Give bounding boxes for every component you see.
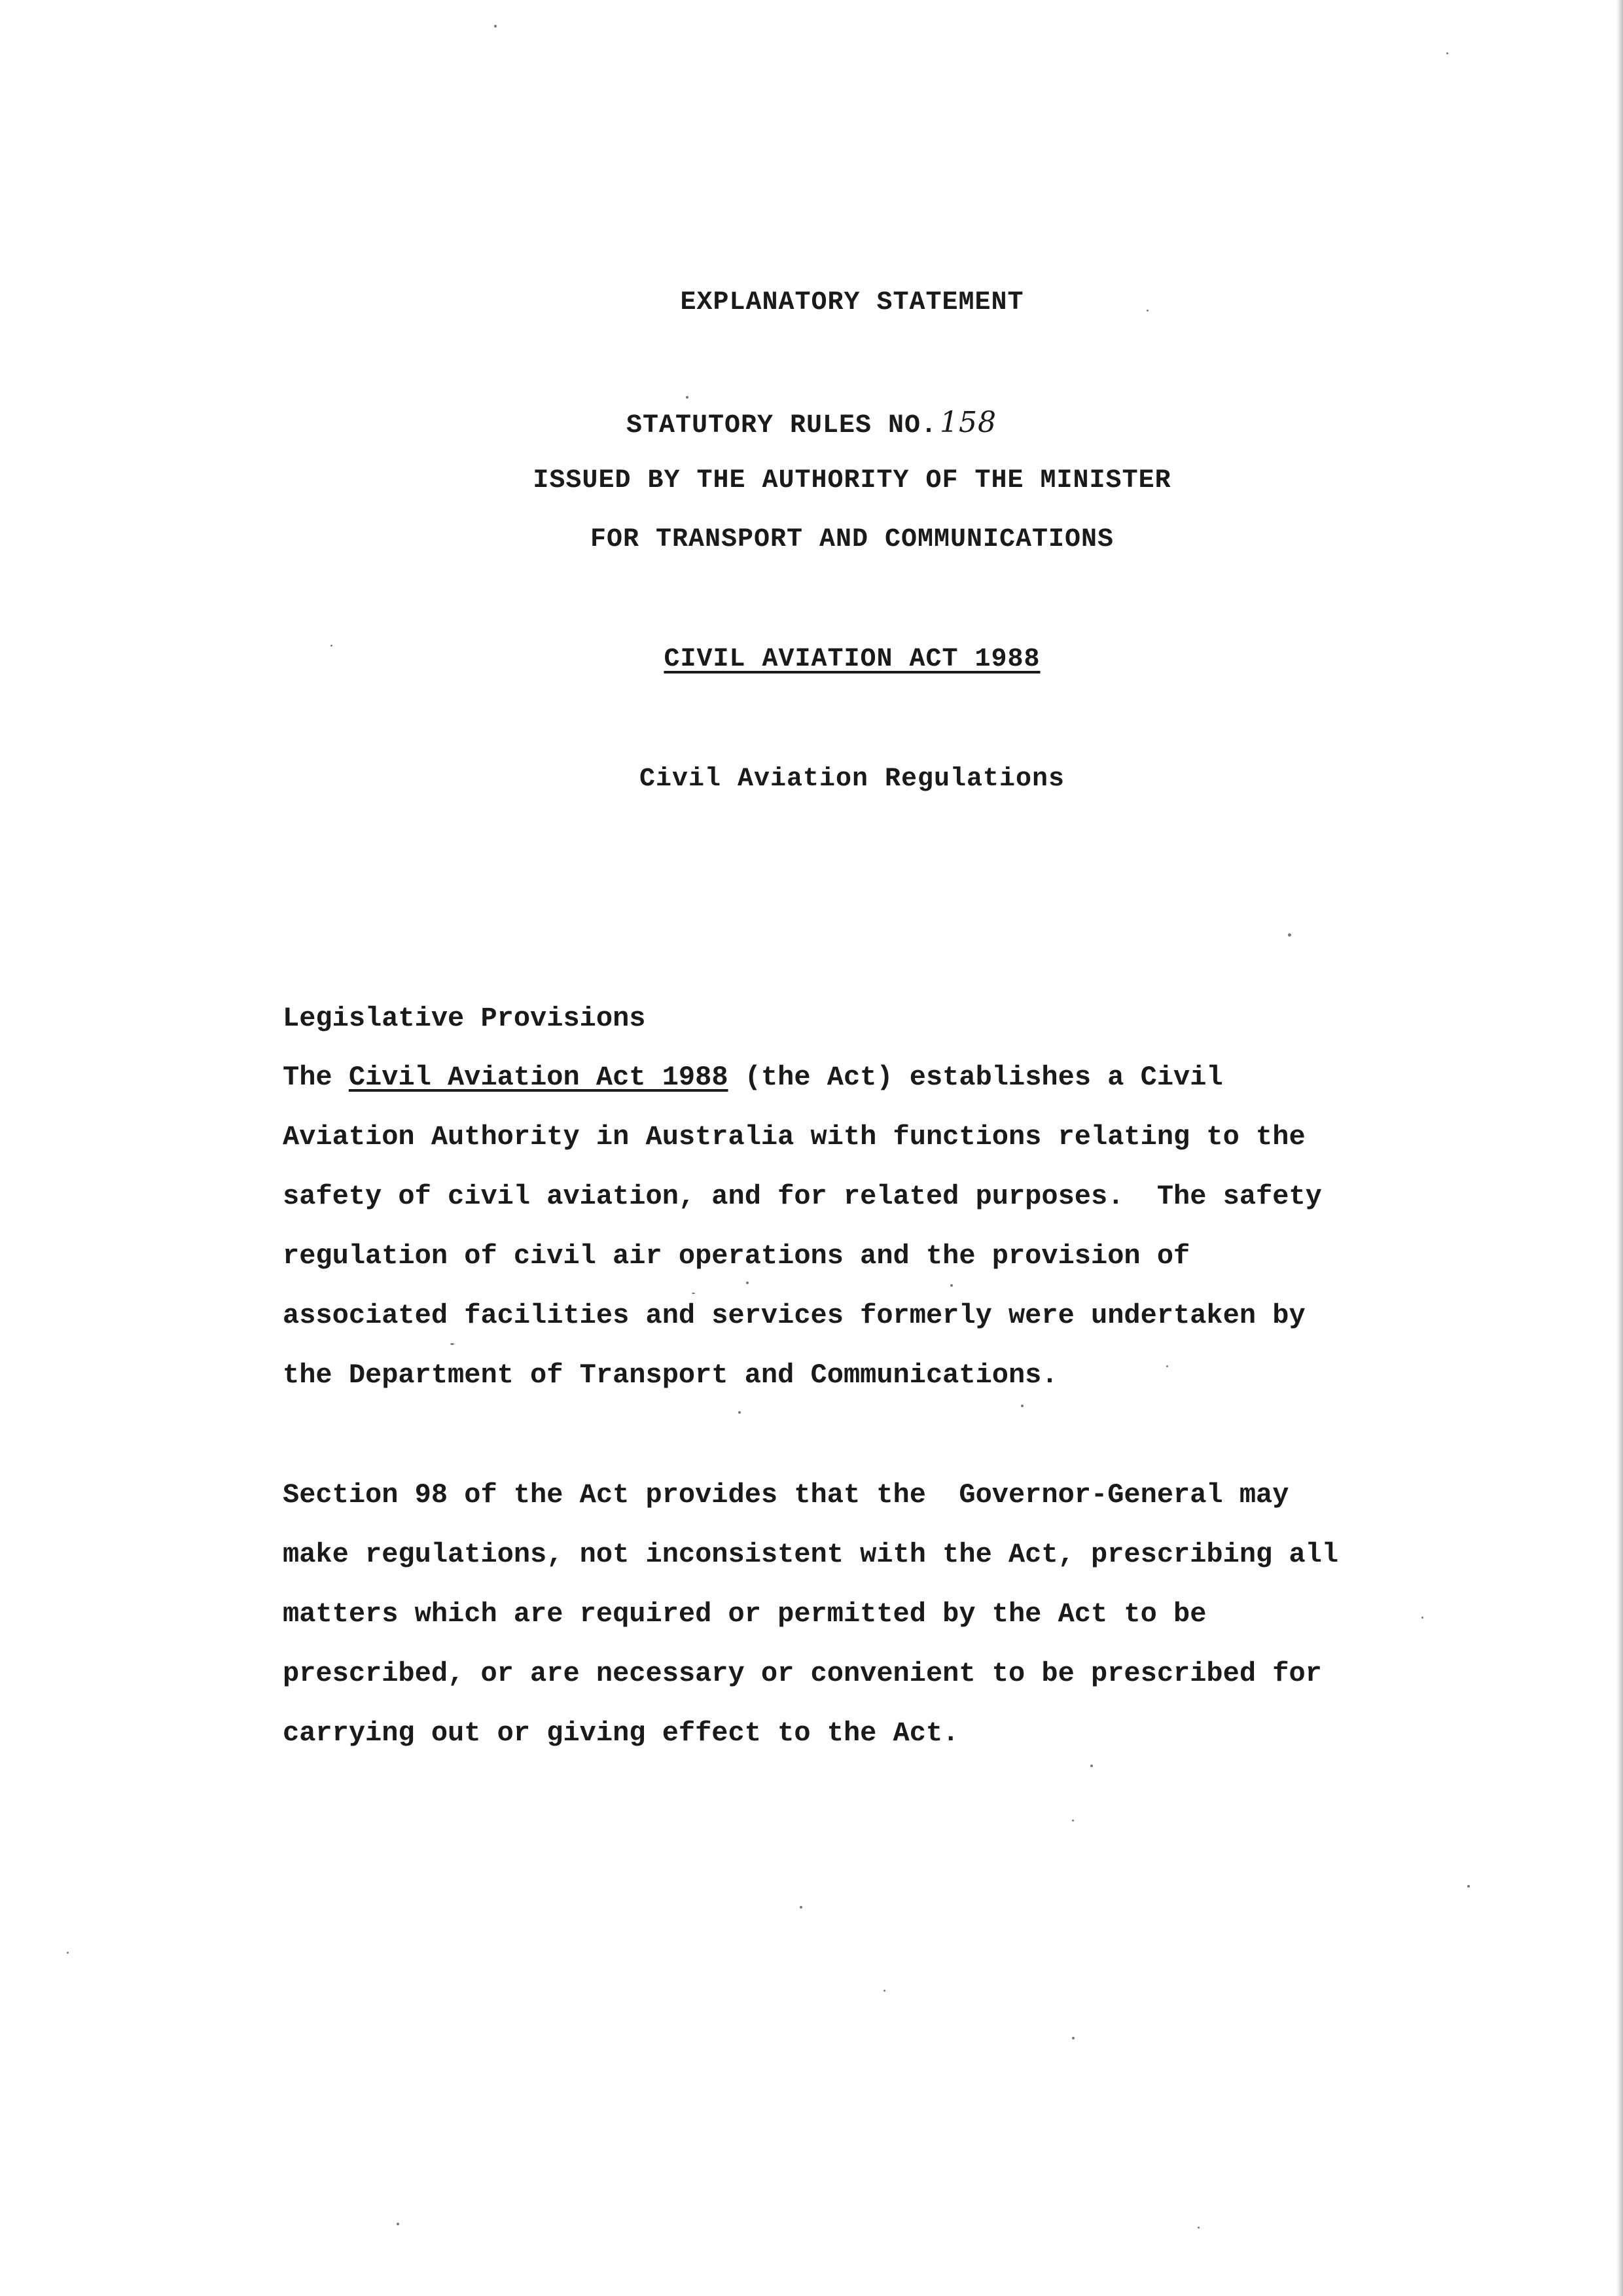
scan-speck: [1198, 2227, 1200, 2229]
paragraph-1-line-5: associated facilities and services formerly were undertaken by: [283, 1300, 1306, 1331]
paragraph-2-line-1: Section 98 of the Act provides that the Governor-General may: [283, 1479, 1289, 1511]
scan-speck: [1021, 1405, 1024, 1407]
scan-speck: [1166, 1365, 1168, 1367]
scan-speck: [883, 1990, 885, 1992]
scan-speck: [494, 25, 497, 27]
scan-speck: [1090, 1765, 1093, 1767]
scan-speck: [950, 1284, 953, 1287]
paragraph-2-line-2: make regulations, not inconsistent with the Act, prescribing all: [283, 1539, 1339, 1570]
statutory-rules-number: 158: [940, 406, 997, 439]
scan-speck: [746, 1282, 749, 1284]
paragraph-1-line-6: the Department of Transport and Communications.: [283, 1359, 1058, 1391]
scan-speck: [1288, 933, 1291, 937]
paragraph-1-line-1-suffix: (the Act) establishes a Civil: [728, 1062, 1223, 1093]
scan-speck: [738, 1411, 741, 1414]
scan-speck: [800, 1906, 802, 1909]
scan-speck: [1147, 310, 1149, 312]
paragraph-2-line-4: prescribed, or are necessary or convenient to be prescribed for: [283, 1658, 1322, 1689]
issued-by-line-1: ISSUED BY THE AUTHORITY OF THE MINISTER: [533, 466, 1171, 495]
scan-speck: [692, 1293, 695, 1294]
regulations-title: Civil Aviation Regulations: [639, 764, 1065, 794]
scan-speck: [686, 396, 688, 399]
scan-speck: [1467, 1885, 1470, 1888]
paragraph-2-line-5: carrying out or giving effect to the Act.: [283, 1717, 959, 1749]
paragraph-1-line-3: safety of civil aviation, and for related purposes. The safety: [283, 1181, 1322, 1212]
scan-speck: [1072, 1820, 1074, 1821]
paragraph-1-line-1: [283, 1062, 1223, 1101]
scan-speck: [450, 1343, 454, 1345]
scan-speck: [1446, 52, 1448, 54]
paragraph-1-line-4: regulation of civil air operations and the provision of: [283, 1240, 1190, 1272]
scan-speck: [397, 2223, 399, 2225]
statutory-rules-label: STATUTORY RULES NO.: [626, 411, 938, 440]
scan-edge-shadow: [1616, 0, 1623, 2296]
document-title: EXPLANATORY STATEMENT: [680, 288, 1024, 317]
act-title: CIVIL AVIATION ACT 1988: [664, 645, 1041, 674]
scan-speck: [1072, 2037, 1075, 2039]
paragraph-1-act-reference: Civil Aviation Act 1988: [348, 1062, 728, 1093]
statutory-rules-line: [0, 406, 1623, 440]
issued-by-line-2: FOR TRANSPORT AND COMMUNICATIONS: [590, 525, 1115, 554]
paragraph-2-line-3: matters which are required or permitted by the Act to be: [283, 1598, 1207, 1630]
section-heading: Legislative Provisions: [283, 1003, 646, 1034]
scan-speck: [67, 1952, 69, 1954]
scan-speck: [1421, 1617, 1423, 1619]
scan-speck: [330, 645, 332, 647]
paragraph-1-line-1-prefix: The: [283, 1062, 349, 1093]
paragraph-1-line-2: Aviation Authority in Australia with functions relating to the: [283, 1121, 1306, 1153]
